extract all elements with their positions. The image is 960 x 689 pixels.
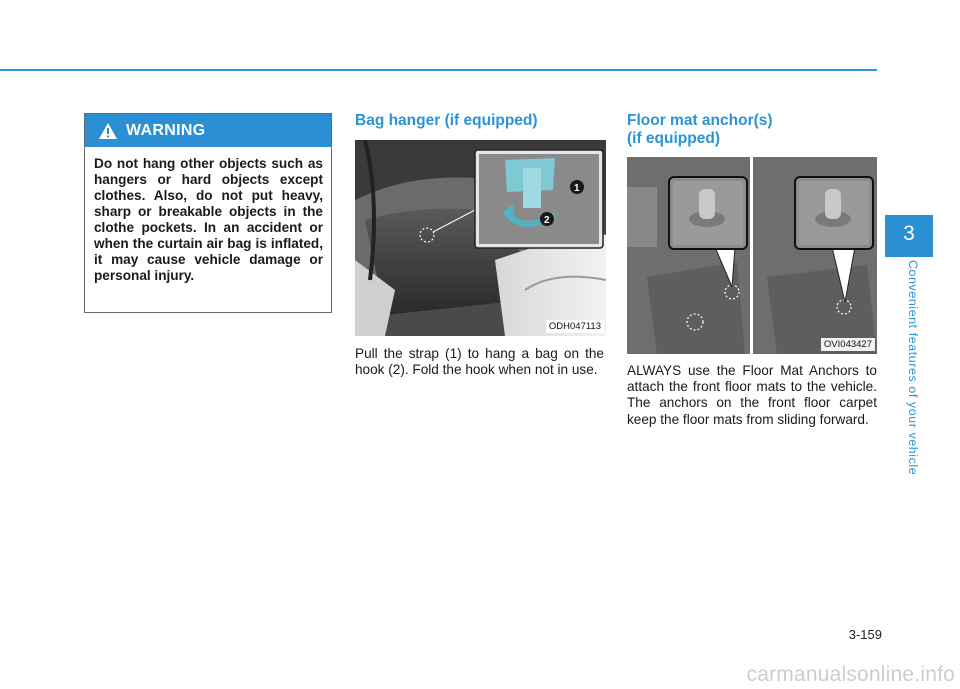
chapter-tab: [885, 215, 933, 257]
bag-hanger-image-code: ODH047113: [546, 320, 604, 333]
floor-mat-heading: [627, 112, 773, 148]
floor-mat-illustration: [627, 157, 877, 354]
warning-text: Do not hang other objects such as hangers or hard objects except clothes. Also, do not put heavy, sharp or breakable objects in the clothe pockets. In an accident or when the curtain air bag is inflated, it may cause vehicle damage or personal injury.: [94, 156, 323, 283]
callout-1: 1: [574, 183, 580, 194]
warning-header: [85, 114, 331, 147]
floor-mat-heading-line2: (if equipped): [627, 130, 720, 147]
bag-hanger-text: Pull the strap (1) to hang a bag on the hook (2). Fold the hook when not in use.: [355, 346, 604, 378]
bag-hanger-heading: Bag hanger (if equipped): [355, 112, 538, 129]
floor-mat-text: ALWAYS use the Floor Mat Anchors to attach the front floor mats to the vehicle. The anchors on the front floor carpet keep the floor mats from sliding forward.: [627, 363, 877, 427]
bag-hanger-illustration: [355, 140, 606, 336]
page-number: 3-159: [848, 627, 882, 642]
callout-2: 2: [544, 215, 550, 226]
chapter-title: Convenient features of your vehicle: [906, 260, 920, 476]
warning-triangle-icon: [98, 122, 118, 140]
floor-mat-image-code: OVI043427: [821, 338, 875, 351]
warning-box: [84, 113, 332, 313]
floor-mat-heading-line1: Floor mat anchor(s): [627, 112, 773, 129]
chapter-number: 3: [903, 222, 915, 245]
footer-watermark: carmanualsonline.info: [746, 663, 955, 686]
header-rule: [0, 69, 877, 71]
chapter-title-vertical: [902, 260, 922, 492]
warning-title: WARNING: [126, 121, 206, 139]
